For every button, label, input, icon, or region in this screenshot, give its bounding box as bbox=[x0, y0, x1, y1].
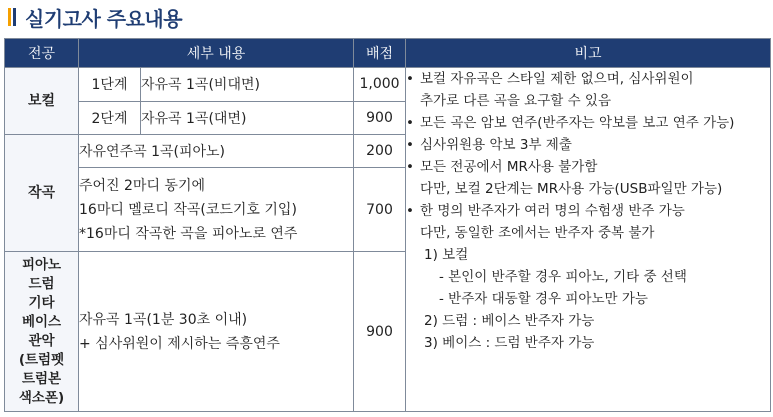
note-sub-drum: 2) 드럼 : 베이스 반주자 가능 bbox=[424, 313, 595, 330]
major-instrument-line: (트럼펫 bbox=[18, 351, 65, 368]
heading-marker-orange bbox=[8, 8, 11, 26]
note-1-line-2: 추가로 다른 곡을 요구할 수 있음 bbox=[420, 93, 612, 110]
major-instruments bbox=[5, 252, 79, 412]
note-item bbox=[406, 156, 770, 200]
instruments-line-2: + 심사위원이 제시하는 즉흥연주 bbox=[79, 335, 280, 352]
note-5-line-1: 한 명의 반주자가 여러 명의 수험생 반주 가능 bbox=[420, 203, 685, 220]
composition-row-2-score: 700 bbox=[354, 168, 406, 252]
composition-row-1-score: 200 bbox=[354, 135, 406, 168]
notes-cell bbox=[406, 68, 771, 412]
note-item bbox=[406, 134, 770, 156]
note-item bbox=[406, 68, 770, 112]
header-detail: 세부 내용 bbox=[79, 39, 354, 68]
bullet: • bbox=[406, 115, 414, 132]
note-sub-bass: 3) 베이스 : 드럼 반주자 가능 bbox=[424, 335, 595, 352]
exam-content-table bbox=[4, 38, 771, 412]
composition-row-2-content bbox=[79, 168, 354, 252]
table-row bbox=[5, 68, 771, 101]
vocal-level-1-content: 자유곡 1곡(비대면) bbox=[141, 68, 354, 101]
header-major: 전공 bbox=[5, 39, 79, 68]
vocal-level-1-score: 1,000 bbox=[354, 68, 406, 101]
section-heading bbox=[8, 4, 182, 30]
vocal-level-2-content: 자유곡 1곡(대면) bbox=[141, 101, 354, 134]
instruments-line-1: 자유곡 1곡(1분 30초 이내) bbox=[79, 311, 248, 328]
major-instrument-line: 베이스 bbox=[21, 313, 62, 330]
table-header-row bbox=[5, 39, 771, 68]
major-composition: 작곡 bbox=[5, 135, 79, 252]
heading-marker-navy bbox=[13, 8, 16, 26]
vocal-level-1: 1단계 bbox=[79, 68, 141, 101]
bullet: • bbox=[406, 159, 414, 176]
instruments-score: 900 bbox=[354, 252, 406, 412]
note-4-line-2: 다만, 보컬 2단계는 MR사용 가능(USB파일만 가능) bbox=[420, 181, 723, 198]
header-score: 배점 bbox=[354, 39, 406, 68]
major-instrument-line: 드럼 bbox=[28, 275, 55, 292]
major-instrument-line: 트럼본 bbox=[21, 370, 62, 387]
page-title: 실기고사 주요내용 bbox=[25, 6, 183, 31]
vocal-level-2-score: 900 bbox=[354, 101, 406, 134]
note-1-line-1: 보컬 자유곡은 스타일 제한 없으며, 심사위원이 bbox=[420, 71, 694, 88]
bullet: • bbox=[406, 137, 414, 154]
note-item bbox=[406, 200, 770, 244]
header-notes: 비고 bbox=[406, 39, 771, 68]
bullet: • bbox=[406, 71, 414, 88]
note-sub-vocal-b: - 반주자 대동할 경우 피아노만 가능 bbox=[439, 291, 648, 308]
composition-line-3: *16마디 작곡한 곡을 피아노로 연주 bbox=[79, 225, 298, 242]
major-instrument-line: 색소폰) bbox=[18, 389, 65, 406]
vocal-level-2: 2단계 bbox=[79, 101, 141, 134]
note-2: 모든 곡은 암보 연주(반주자는 악보를 보고 연주 가능) bbox=[420, 115, 735, 132]
note-sub-vocal-a: - 본인이 반주할 경우 피아노, 기타 중 선택 bbox=[439, 269, 687, 286]
major-instrument-line: 기타 bbox=[28, 294, 55, 311]
note-item bbox=[406, 112, 770, 134]
composition-line-2: 16마디 멜로디 작곡(코드기호 기입) bbox=[79, 201, 297, 218]
instruments-content bbox=[79, 252, 354, 412]
note-5-line-2: 다만, 동일한 조에서는 반주자 중복 불가 bbox=[420, 225, 655, 242]
bullet: • bbox=[406, 203, 414, 220]
major-instrument-line: 피아노 bbox=[21, 256, 62, 273]
composition-row-1-content: 자유연주곡 1곡(피아노) bbox=[79, 135, 354, 168]
note-4-line-1: 모든 전공에서 MR사용 불가함 bbox=[420, 159, 598, 176]
note-3: 심사위원용 악보 3부 제출 bbox=[420, 137, 572, 154]
major-instrument-line: 관악 bbox=[28, 332, 55, 349]
composition-line-1: 주어진 2마디 동기에 bbox=[79, 177, 205, 194]
major-vocal: 보컬 bbox=[5, 68, 79, 135]
note-sub-vocal: 1) 보컬 bbox=[424, 247, 469, 264]
